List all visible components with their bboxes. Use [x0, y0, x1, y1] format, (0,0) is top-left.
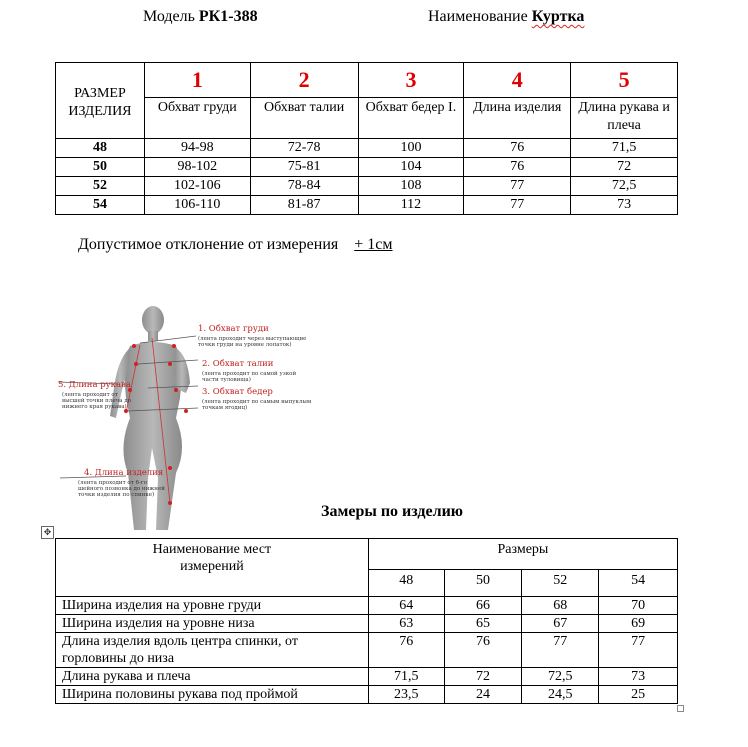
model-label: Модель	[143, 8, 195, 25]
measure-value: 73	[599, 668, 678, 686]
label-title: 3. Обхват бедер	[202, 387, 273, 397]
value-cell: 81-87	[250, 196, 358, 215]
label-desc: (лента проходит через выступающие	[198, 336, 307, 342]
model-value: РК1-388	[198, 8, 258, 25]
label-desc: точки груди на уровне лопаток)	[198, 342, 292, 348]
col-number: 3	[358, 63, 464, 98]
label-desc: точки изделия по спинке)	[78, 492, 155, 498]
table-row	[56, 615, 678, 633]
measure-value: 63	[368, 615, 444, 633]
col-number: 2	[250, 63, 358, 98]
name-line	[428, 8, 584, 26]
size-col-header: 50	[444, 570, 522, 597]
value-cell: 73	[571, 196, 678, 215]
table-row	[56, 158, 678, 177]
col-label: Обхват бедер I.	[358, 98, 464, 139]
col-number: 1	[144, 63, 250, 98]
table-row	[56, 633, 678, 668]
measure-value: 64	[368, 597, 444, 615]
size-col-header: 48	[368, 570, 444, 597]
size-table-number-row	[56, 63, 678, 98]
size-cell: 52	[56, 177, 145, 196]
measure-value: 77	[522, 633, 599, 668]
value-cell: 71,5	[571, 139, 678, 158]
measure-name: Длина рукава и плеча	[56, 668, 369, 686]
table-row	[56, 139, 678, 158]
size-header-cell: РАЗМЕР ИЗДЕЛИЯ	[56, 63, 145, 139]
measure-header-row	[56, 539, 678, 570]
table-row	[56, 597, 678, 615]
value-cell: 77	[464, 177, 571, 196]
measure-table-title: Замеры по изделию	[321, 503, 464, 520]
size-table	[55, 62, 678, 215]
label-desc: (лента проходит от	[62, 392, 118, 398]
measure-value: 67	[522, 615, 599, 633]
size-col-header: 54	[599, 570, 678, 597]
model-line	[143, 8, 258, 26]
value-cell: 72,5	[571, 177, 678, 196]
value-cell: 76	[464, 158, 571, 177]
size-table-label-row	[56, 98, 678, 139]
label-desc: (лента проходит по самым выпуклым	[202, 399, 312, 405]
measure-value: 70	[599, 597, 678, 615]
size-cell: 50	[56, 158, 145, 177]
measure-value: 72,5	[522, 668, 599, 686]
measure-value: 71,5	[368, 668, 444, 686]
measure-value: 24	[444, 686, 522, 704]
value-cell: 72-78	[250, 139, 358, 158]
move-handle-icon[interactable]: ✥	[41, 526, 54, 539]
col-label: Длина изделия	[464, 98, 571, 139]
value-cell: 72	[571, 158, 678, 177]
measure-value: 66	[444, 597, 522, 615]
label-title: 5. Длина рукава	[58, 380, 131, 390]
name-label: Наименование	[428, 8, 528, 25]
tolerance-text: Допустимое отклонение от измерения	[78, 236, 339, 253]
label-desc: нижнего края рукава)	[62, 404, 127, 410]
table-row	[56, 668, 678, 686]
measure-name-header: Наименование мест измерений	[56, 539, 369, 597]
value-cell: 94-98	[144, 139, 250, 158]
value-cell: 77	[464, 196, 571, 215]
measure-value: 25	[599, 686, 678, 704]
table-row	[56, 196, 678, 215]
value-cell: 106-110	[144, 196, 250, 215]
value-cell: 75-81	[250, 158, 358, 177]
value-cell: 108	[358, 177, 464, 196]
value-cell: 100	[358, 139, 464, 158]
label-desc: точкам ягодиц)	[202, 405, 248, 411]
col-number: 4	[464, 63, 571, 98]
measure-value: 68	[522, 597, 599, 615]
table-row	[56, 686, 678, 704]
size-cell: 54	[56, 196, 145, 215]
label-desc: (лента проходит по самой узкой	[202, 371, 297, 377]
size-cell: 48	[56, 139, 145, 158]
measure-name: Ширина половины рукава под проймой	[56, 686, 369, 704]
label-desc: высшей точки плеча до	[62, 398, 131, 404]
measure-table	[55, 538, 678, 704]
tolerance-value: + 1см	[354, 236, 393, 253]
sizes-header: Размеры	[368, 539, 677, 570]
tolerance-line	[78, 236, 392, 254]
col-number: 5	[571, 63, 678, 98]
measure-value: 69	[599, 615, 678, 633]
label-desc: (лента проходит от 6-го	[78, 480, 148, 486]
value-cell: 78-84	[250, 177, 358, 196]
name-value: Куртка	[531, 8, 585, 25]
measure-value: 23,5	[368, 686, 444, 704]
value-cell: 102-106	[144, 177, 250, 196]
size-col-header: 52	[522, 570, 599, 597]
measure-value: 76	[444, 633, 522, 668]
label-desc: части туловища)	[202, 377, 251, 383]
measure-name: Ширина изделия на уровне низа	[56, 615, 369, 633]
value-cell: 76	[464, 139, 571, 158]
measurement-figure	[48, 298, 328, 530]
measure-value: 77	[599, 633, 678, 668]
label-title: 2. Обхват талии	[202, 359, 274, 369]
measure-name: Длина изделия вдоль центра спинки, от горловины до низа	[56, 633, 369, 668]
table-resize-handle[interactable]	[677, 705, 684, 712]
measure-value: 76	[368, 633, 444, 668]
label-title: 1. Обхват груди	[198, 324, 269, 334]
table-row	[56, 177, 678, 196]
value-cell: 98-102	[144, 158, 250, 177]
label-title: 4. Длина изделия	[84, 468, 164, 478]
col-label: Длина рукава и плеча	[571, 98, 678, 139]
col-label: Обхват груди	[144, 98, 250, 139]
col-label: Обхват талии	[250, 98, 358, 139]
measure-name: Ширина изделия на уровне груди	[56, 597, 369, 615]
label-desc: шейного позвонка до нижней	[78, 486, 165, 492]
measure-value: 65	[444, 615, 522, 633]
value-cell: 112	[358, 196, 464, 215]
measure-value: 72	[444, 668, 522, 686]
value-cell: 104	[358, 158, 464, 177]
measure-value: 24,5	[522, 686, 599, 704]
